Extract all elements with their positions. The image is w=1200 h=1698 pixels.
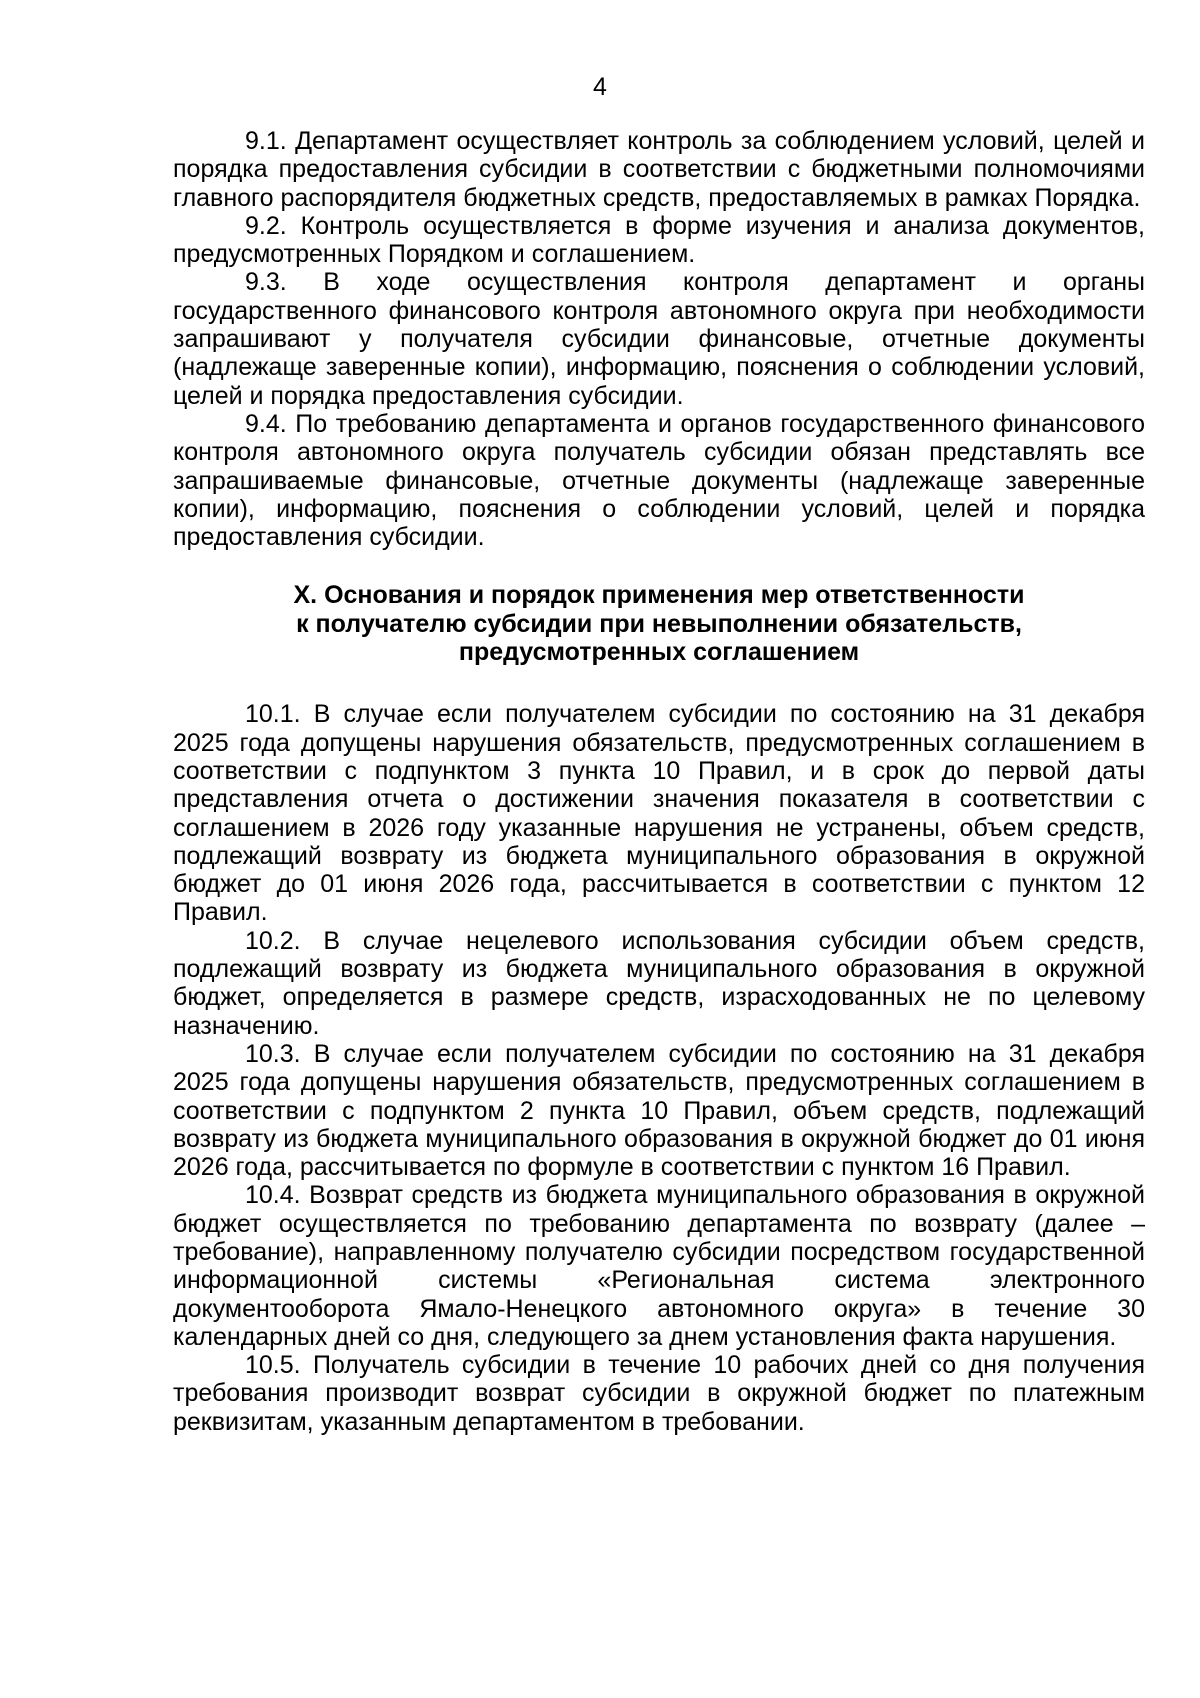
section-heading-line-1: X. Основания и порядок применения мер ответственности <box>293 581 1025 610</box>
document-body <box>173 127 1145 1436</box>
page-number: 4 <box>593 73 607 101</box>
section-heading-line-3: предусмотренных соглашением <box>458 638 860 667</box>
paragraph-9-3: 9.3. В ходе осуществления контроля департамент и органы государственного финансового контроля автономного округа при необходимости запрашивают у получателя субсидии финансовые, отчетные документы (надлежаще заверенные копии), информацию, пояснения о соблюдении условий, целей и порядка предоставления субсидии. <box>173 268 1145 410</box>
paragraph-9-2: 9.2. Контроль осуществляется в форме изучения и анализа документов, предусмотренных Порядком и соглашением. <box>173 211 1145 269</box>
paragraph-10-3: 10.3. В случае если получателем субсидии по состоянию на 31 декабря 2025 года допущены нарушения обязательств, предусмотренных соглашением в соответствии с подпунктом 2 пункта 10 Правил, объем средств, подлежащий возврату из бюджета муниципального образования в окружной бюджет до 01 июня 2026 года, рассчитывается по формуле в соответствии с пунктом 16 Правил. <box>173 1039 1145 1182</box>
paragraph-10-4: 10.4. Возврат средств из бюджета муниципального образования в окружной бюджет осуществляется по требованию департамента по возврату (далее – требование), направленному получателю субсидии посредством государственной информационной системы «Региональная система электронного документооборота Ямало-Ненецкого автономного округа» в течение 30 календарных дней со дня, следующего за днем установления факта нарушения. <box>173 1181 1145 1351</box>
paragraph-9-1: 9.1. Департамент осуществляет контроль за соблюдением условий, целей и порядка предоставления субсидии в соответствии с бюджетными полномочиями главного распорядителя бюджетных средств, предоставляемых в рамках Порядка. <box>173 127 1145 212</box>
paragraph-10-1: 10.1. В случае если получателем субсидии по состоянию на 31 декабря 2025 года допущены нарушения обязательств, предусмотренных соглашением в соответствии с подпунктом 3 пункта 10 Правил, и в срок до первой даты представления отчета о достижении значения показателя в соответствии с соглашением в 2026 году указанные нарушения не устранены, объем средств, подлежащий возврату из бюджета муниципального образования в окружной бюджет до 01 июня 2026 года, рассчитывается в соответствии с пунктом 12 Правил. <box>173 700 1145 927</box>
paragraph-10-2: 10.2. В случае нецелевого использования субсидии объем средств, подлежащий возврату из бюджета муниципального образования в окружной бюджет, определяется в размере средств, израсходованных не по целевому назначению. <box>173 926 1145 1040</box>
section-heading-line-2: к получателю субсидии при невыполнении обязательств, <box>296 609 1022 638</box>
section-heading <box>173 551 1145 700</box>
paragraph-9-4: 9.4. По требованию департамента и органов государственного финансового контроля автономного округа получатель субсидии обязан представлять все запрашиваемые финансовые, отчетные документы (надлежаще заверенные копии), информацию, пояснения о соблюдении условий, целей и порядка предоставления субсидии. <box>173 409 1145 552</box>
paragraph-10-5: 10.5. Получатель субсидии в течение 10 рабочих дней со дня получения требования производит возврат субсидии в окружной бюджет по платежным реквизитам, указанным департаментом в требовании. <box>173 1351 1145 1436</box>
